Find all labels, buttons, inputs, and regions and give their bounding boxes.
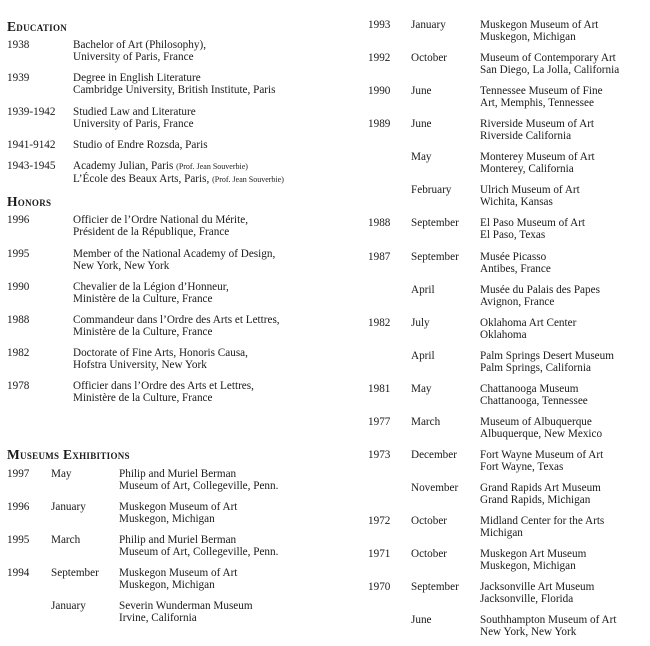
entry-note: (Prof. Jean Souverbie) (212, 175, 284, 185)
entry-line: University of Paris, France (73, 51, 194, 64)
entry-line: Museum of Albuquerque (480, 416, 592, 428)
entry-year: 1973 (368, 449, 391, 461)
entry-line: Cambridge University, British Institute, Paris (73, 84, 276, 97)
entry-month: October (411, 548, 448, 560)
entry-month: July (411, 317, 430, 329)
entry-year: 1996 (7, 501, 30, 513)
entry-year: 1988 (7, 314, 30, 326)
museums-heading: Museums Exhibitions (7, 447, 130, 462)
entry-year: 1982 (368, 317, 391, 329)
entry-line: Ulrich Museum of Art (480, 184, 580, 196)
entry-month: January (51, 501, 86, 513)
entry-line: Academy Julian, Paris (Prof. Jean Souverbie) (73, 160, 248, 172)
entry-month: May (411, 383, 432, 395)
entry-year: 1939 (7, 72, 30, 84)
entry-line: Hofstra University, New York (73, 359, 207, 372)
entry-year: 1982 (7, 347, 30, 359)
entry-line: Muskegon, Michigan (119, 513, 215, 526)
entry-line: Fort Wayne, Texas (480, 461, 564, 474)
entry-line: Oklahoma (480, 329, 527, 342)
entry-line: Ministère de la Culture, France (73, 392, 213, 405)
entry-line: Philip and Muriel Berman (119, 534, 237, 546)
entry-month: June (411, 85, 432, 97)
entry-line: Severin Wunderman Museum (119, 600, 253, 612)
entry-year: 1990 (7, 281, 30, 293)
entry-line: Tennessee Museum of Fine (480, 85, 603, 97)
entry-line: Jacksonville Art Museum (480, 581, 595, 593)
entry-line: Doctorate of Fine Arts, Honoris Causa, (73, 347, 248, 359)
entry-line: Southhampton Museum of Art (480, 614, 617, 626)
entry-line: Muskegon, Michigan (119, 579, 215, 592)
entry-line: New York, New York (480, 626, 577, 639)
entry-line: Member of the National Academy of Design, (73, 248, 276, 260)
entry-month: June (411, 614, 432, 626)
entry-month: March (51, 534, 81, 546)
entry-month: September (411, 251, 459, 263)
entry-line: Midland Center for the Arts (480, 515, 605, 527)
entry-year: 1981 (368, 383, 391, 395)
entry-month: October (411, 52, 448, 64)
entry-month: January (51, 600, 86, 612)
entry-line: Jacksonville, Florida (480, 593, 574, 606)
entry-month: May (51, 468, 72, 480)
entry-line: Muskegon Museum of Art (480, 19, 599, 31)
entry-line: L’École des Beaux Arts, Paris, (Prof. Jean Souverbie) (73, 173, 284, 186)
entry-line: Muskegon Art Museum (480, 548, 587, 560)
entry-line: Riverside Museum of Art (480, 118, 595, 130)
entry-line: Fort Wayne Museum of Art (480, 449, 604, 461)
entry-line: Art, Memphis, Tennessee (480, 97, 594, 110)
entry-line: Chattanooga Museum (480, 383, 579, 395)
entry-year: 1943-1945 (7, 160, 56, 172)
entry-year: 1996 (7, 214, 30, 226)
entry-line: Palm Springs, California (480, 362, 591, 375)
entry-month: April (411, 284, 435, 296)
entry-line: Degree in English Literature (73, 72, 201, 84)
entry-line: Palm Springs Desert Museum (480, 350, 614, 362)
entry-year: 1988 (368, 217, 391, 229)
entry-line: Musée Picasso (480, 251, 547, 263)
entry-month: October (411, 515, 448, 527)
entry-year: 1971 (368, 548, 391, 560)
entry-year: 1994 (7, 567, 30, 579)
entry-line: Michigan (480, 527, 523, 540)
entry-year: 1978 (7, 380, 30, 392)
entry-line: Avignon, France (480, 296, 555, 309)
entry-line: Grand Rapids Art Museum (480, 482, 601, 494)
entry-line: Monterey, California (480, 163, 574, 176)
entry-line: San Diego, La Jolla, California (480, 64, 620, 77)
entry-line: Museum of Contemporary Art (480, 52, 616, 64)
entry-line: Bachelor of Art (Philosophy), (73, 39, 206, 51)
entry-line: Officier dans l’Ordre des Arts et Lettres, (73, 380, 254, 392)
honors-heading: Honors (7, 194, 52, 209)
entry-line: Irvine, California (119, 612, 197, 625)
entry-year: 1938 (7, 39, 30, 51)
entry-year: 1941-9142 (7, 139, 56, 151)
entry-year: 1977 (368, 416, 391, 428)
entry-month: February (411, 184, 452, 196)
entry-month: November (411, 482, 459, 494)
entry-line: Monterey Museum of Art (480, 151, 595, 163)
entry-month: May (411, 151, 432, 163)
entry-line: Ministère de la Culture, France (73, 326, 213, 339)
entry-line: Albuquerque, New Mexico (480, 428, 603, 441)
entry-line: Antibes, France (480, 263, 551, 276)
entry-line: Muskegon, Michigan (480, 31, 576, 44)
entry-year: 1997 (7, 468, 30, 480)
entry-year: 1987 (368, 251, 391, 263)
entry-month: January (411, 19, 446, 31)
entry-month: March (411, 416, 441, 428)
entry-line: Studied Law and Literature (73, 106, 196, 118)
entry-line: Président de la République, France (73, 226, 230, 239)
entry-line: El Paso Museum of Art (480, 217, 586, 229)
entry-line: Wichita, Kansas (480, 196, 553, 209)
entry-year: 1972 (368, 515, 391, 527)
entry-month: September (51, 567, 99, 579)
entry-line: New York, New York (73, 260, 170, 273)
entry-line: Officier de l’Ordre National du Mérite, (73, 214, 248, 226)
entry-month: September (411, 217, 459, 229)
entry-line: University of Paris, France (73, 118, 194, 131)
entry-month: April (411, 350, 435, 362)
entry-month: September (411, 581, 459, 593)
entry-line: Museum of Art, Collegeville, Penn. (119, 546, 279, 559)
entry-month: June (411, 118, 432, 130)
entry-year: 1970 (368, 581, 391, 593)
entry-line: Muskegon Museum of Art (119, 501, 238, 513)
entry-month: December (411, 449, 457, 461)
entry-line: Muskegon Museum of Art (119, 567, 238, 579)
entry-line: Oklahoma Art Center (480, 317, 577, 329)
entry-line: Commandeur dans l’Ordre des Arts et Lettres, (73, 314, 280, 326)
entry-year: 1990 (368, 85, 391, 97)
entry-line: Philip and Muriel Berman (119, 468, 237, 480)
entry-year: 1989 (368, 118, 391, 130)
entry-note: (Prof. Jean Souverbie) (176, 162, 248, 171)
entry-line: Chevalier de la Légion d’Honneur, (73, 281, 229, 293)
entry-line: Studio of Endre Rozsda, Paris (73, 139, 208, 151)
entry-line: Musée du Palais des Papes (480, 284, 600, 296)
entry-line: Museum of Art, Collegeville, Penn. (119, 480, 279, 493)
entry-year: 1995 (7, 534, 30, 546)
entry-line: Grand Rapids, Michigan (480, 494, 591, 507)
entry-line: Chattanooga, Tennessee (480, 395, 588, 408)
entry-year: 1995 (7, 248, 30, 260)
entry-year: 1992 (368, 52, 391, 64)
entry-line: Riverside California (480, 130, 572, 143)
entry-line: Ministère de la Culture, France (73, 293, 213, 306)
entry-year: 1993 (368, 19, 391, 31)
entry-line: El Paso, Texas (480, 229, 546, 242)
entry-year: 1939-1942 (7, 106, 56, 118)
entry-line: Muskegon, Michigan (480, 560, 576, 573)
education-heading: Education (7, 19, 68, 34)
